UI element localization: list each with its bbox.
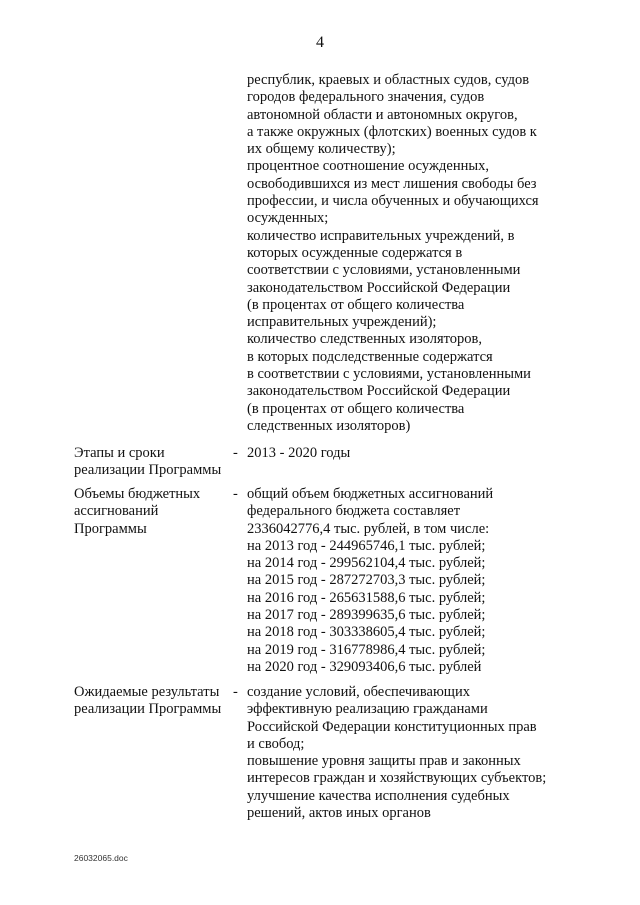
- label-line: ассигнований: [74, 503, 159, 520]
- page-number: 4: [316, 34, 324, 51]
- text-line: в которых подследственные содержатся: [247, 348, 493, 365]
- text-line: соответствии с условиями, установленными: [247, 262, 521, 279]
- label-line: Программы: [74, 520, 147, 537]
- row-dash: -: [233, 486, 238, 502]
- value-line: эффективную реализацию гражданами: [247, 701, 488, 718]
- value-line: на 2013 год - 244965746,1 тыс. рублей;: [247, 537, 486, 554]
- text-line: законодательством Российской Федерации: [247, 279, 511, 296]
- text-line: следственных изоляторов): [247, 417, 411, 434]
- text-line: исправительных учреждений);: [247, 314, 437, 331]
- row-value: [247, 445, 627, 462]
- value-line: на 2014 год - 299562104,4 тыс. рублей;: [247, 555, 486, 572]
- value-line: на 2015 год - 287272703,3 тыс. рублей;: [247, 572, 486, 589]
- label-line: Ожидаемые результаты: [74, 684, 220, 700]
- value-line: на 2019 год - 316778986,4 тыс. рублей;: [247, 641, 486, 658]
- text-line: (в процентах от общего количества: [247, 296, 465, 313]
- value-line: интересов граждан и хозяйствующих субъектов;: [247, 770, 547, 787]
- row-label: [74, 486, 224, 538]
- value-line: 2336042776,4 тыс. рублей, в том числе:: [247, 520, 490, 537]
- value-line: 2013 - 2020 годы: [247, 445, 351, 461]
- text-line: которых осужденные содержатся в: [247, 244, 463, 261]
- label-line: Этапы и сроки: [74, 445, 165, 461]
- value-line: на 2016 год - 265631588,6 тыс. рублей;: [247, 589, 486, 606]
- row-label: [74, 445, 224, 480]
- text-line: количество исправительных учреждений, в: [247, 227, 515, 244]
- text-line: в соответствии с условиями, установленными: [247, 366, 531, 383]
- text-line: освободившихся из мест лишения свободы без: [247, 175, 537, 192]
- text-line: количество следственных изоляторов,: [247, 331, 482, 348]
- text-line: автономной области и автономных округов,: [247, 106, 518, 123]
- text-line: осужденных;: [247, 210, 329, 227]
- text-line: законодательством Российской Федерации: [247, 383, 511, 400]
- continuation-text: [247, 72, 617, 435]
- text-line: (в процентах от общего количества: [247, 400, 465, 417]
- file-name-footer: 26032065.doc: [74, 853, 128, 863]
- text-line: процентное соотношение осужденных,: [247, 158, 489, 175]
- row-dash: -: [233, 684, 238, 700]
- text-line: профессии, и числа обученных и обучающихся: [247, 193, 539, 210]
- value-line: Российской Федерации конституционных прав: [247, 718, 537, 735]
- text-line: городов федерального значения, судов: [247, 89, 485, 106]
- value-line: повышение уровня защиты прав и законных: [247, 753, 521, 770]
- value-line: и свобод;: [247, 735, 305, 752]
- row-label: [74, 684, 224, 719]
- value-line: создание условий, обеспечивающих: [247, 684, 470, 700]
- text-line: а также окружных (флотских) военных судов к: [247, 123, 537, 140]
- row-value: [247, 486, 627, 676]
- label-line: Объемы бюджетных: [74, 486, 201, 502]
- value-line: на 2018 год - 303338605,4 тыс. рублей;: [247, 624, 486, 641]
- value-line: решений, актов иных органов: [247, 805, 431, 822]
- label-line: реализации Программы: [74, 462, 222, 479]
- value-line: на 2020 год - 329093406,6 тыс. рублей: [247, 658, 482, 675]
- value-line: на 2017 год - 289399635,6 тыс. рублей;: [247, 607, 486, 624]
- label-line: реализации Программы: [74, 701, 222, 718]
- value-line: общий объем бюджетных ассигнований: [247, 486, 494, 502]
- text-line: республик, краевых и областных судов, судов: [247, 72, 530, 88]
- value-line: улучшение качества исполнения судебных: [247, 787, 510, 804]
- value-line: федерального бюджета составляет: [247, 503, 461, 520]
- text-line: их общему количеству);: [247, 141, 396, 158]
- row-value: [247, 684, 627, 822]
- row-dash: -: [233, 445, 238, 461]
